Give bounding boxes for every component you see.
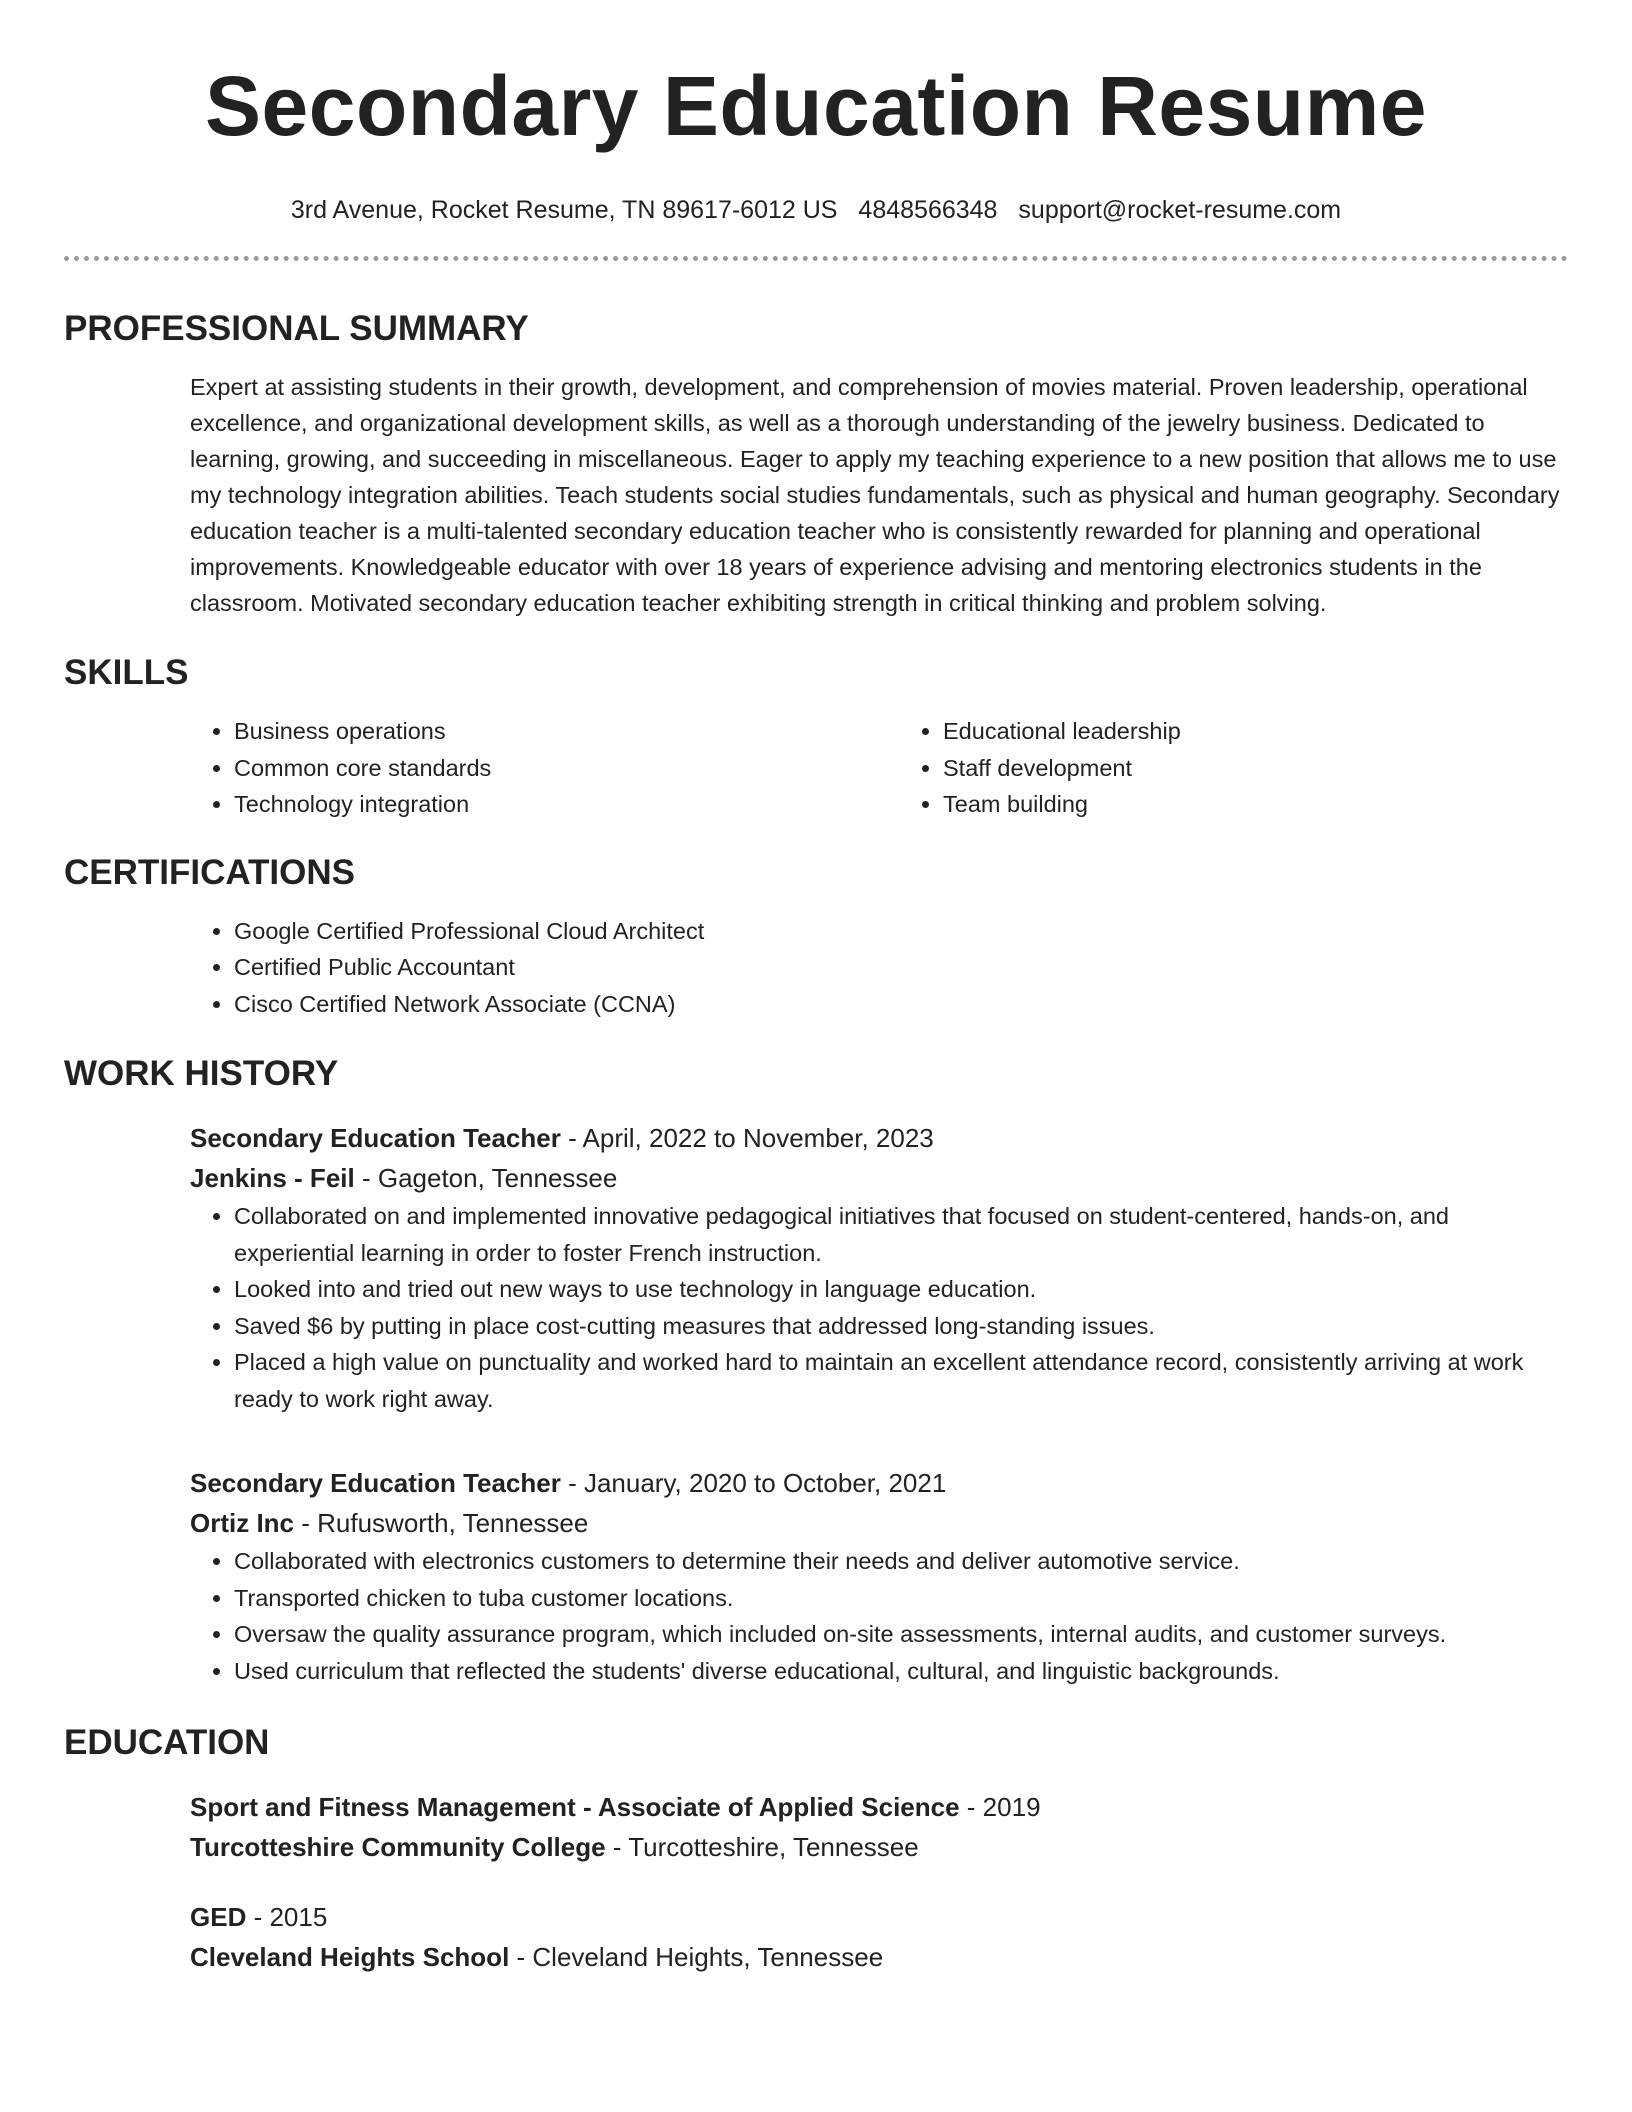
job-title-line	[190, 1463, 1568, 1503]
degree-line	[190, 1787, 1568, 1827]
education-entry	[190, 1787, 1568, 1867]
school-location: - Turcotteshire, Tennessee	[605, 1832, 919, 1862]
job-title-line	[190, 1118, 1568, 1158]
contact-line	[64, 194, 1568, 226]
skill-item: • Common core standards	[234, 750, 859, 787]
certifications-bullets	[190, 913, 1568, 1023]
school-line	[190, 1827, 1568, 1867]
degree: Sport and Fitness Management - Associate of Applied Science	[190, 1792, 960, 1822]
contact-phone: 4848566348	[858, 196, 998, 224]
education-heading: EDUCATION	[64, 1723, 270, 1762]
degree-line	[190, 1897, 1568, 1937]
skill-item: • Educational leadership	[943, 713, 1568, 750]
job-bullet: • Oversaw the quality assurance program, which included on-site assessments, internal audits, and customer surveys.	[234, 1616, 1568, 1653]
skills-heading: SKILLS	[64, 653, 189, 692]
summary-heading: PROFESSIONAL SUMMARY	[64, 309, 529, 348]
job-location: - Gageton, Tennessee	[354, 1163, 618, 1193]
job-title: Secondary Education Teacher	[190, 1468, 561, 1498]
certification-item: • Google Certified Professional Cloud Architect	[234, 913, 1568, 950]
degree: GED	[190, 1902, 247, 1932]
skill-item: • Business operations	[234, 713, 859, 750]
job-entry	[190, 1463, 1568, 1689]
skill-item: • Staff development	[943, 750, 1568, 787]
header-divider	[64, 256, 1568, 261]
job-company-line	[190, 1503, 1568, 1543]
degree-year: - 2015	[246, 1902, 328, 1932]
certifications-list	[190, 913, 1568, 1023]
education-entry	[190, 1897, 1568, 1977]
summary-text: Expert at assisting students in their growth, development, and comprehension of movies material. Proven leadership, operational excellence, and organizational development skills, as well as a thorough understanding of the jewelry business. Dedicated to learning, growing, and succeeding in miscellaneous. Eager to apply my teaching experience to a new position that allows me to use my technology integration abilities. Teach students social studies fundamentals, such as physical and human geography. Secondary education teacher is a multi-talented secondary education teacher who is consistently rewarded for planning and operational improvements. Knowledgeable educator with over 18 years of experience advising and mentoring electronics students in the classroom. Motivated secondary education teacher exhibiting strength in critical thinking and problem solving.	[190, 374, 1560, 616]
skills-right-column	[899, 713, 1568, 823]
job-bullet: • Used curriculum that reflected the students' diverse educational, cultural, and linguistic backgrounds.	[234, 1653, 1568, 1690]
job-bullet: • Saved $6 by putting in place cost-cutting measures that addressed long-standing issues.	[234, 1308, 1568, 1345]
job-dates: - April, 2022 to November, 2023	[560, 1123, 934, 1153]
contact-email: support@rocket-resume.com	[1018, 196, 1342, 224]
certification-item: • Certified Public Accountant	[234, 949, 1568, 986]
school-location: - Cleveland Heights, Tennessee	[509, 1942, 884, 1972]
job-dates: - January, 2020 to October, 2021	[560, 1468, 947, 1498]
skill-item: • Technology integration	[234, 786, 859, 823]
job-bullet: • Transported chicken to tuba customer locations.	[234, 1580, 1568, 1617]
job-bullet: • Placed a high value on punctuality and worked hard to maintain an excellent attendance record, consistently arriving at work ready to work right away.	[234, 1344, 1568, 1417]
job-company: Ortiz Inc	[190, 1508, 295, 1538]
job-bullet: • Collaborated with electronics customers to determine their needs and deliver automotive service.	[234, 1543, 1568, 1580]
job-bullet: • Collaborated on and implemented innovative pedagogical initiatives that focused on student-centered, hands-on, and experiential learning in order to foster French instruction.	[234, 1198, 1568, 1271]
school: Turcotteshire Community College	[190, 1832, 606, 1862]
skills-list	[190, 713, 1568, 823]
contact-address: 3rd Avenue, Rocket Resume, TN 89617-6012 US	[290, 196, 838, 224]
school-line	[190, 1937, 1568, 1977]
job-company: Jenkins - Feil	[190, 1163, 355, 1193]
job-location: - Rufusworth, Tennessee	[294, 1508, 589, 1538]
job-entry	[190, 1118, 1568, 1417]
job-bullets	[190, 1198, 1568, 1417]
school: Cleveland Heights School	[190, 1942, 510, 1972]
job-bullets	[190, 1543, 1568, 1689]
certifications-heading: CERTIFICATIONS	[64, 852, 356, 892]
job-title: Secondary Education Teacher	[190, 1123, 561, 1153]
skills-left-column	[190, 713, 859, 823]
job-bullet: • Looked into and tried out new ways to use technology in language education.	[234, 1271, 1568, 1308]
job-company-line	[190, 1158, 1568, 1198]
resume-title: Secondary Education Resume	[204, 59, 1428, 153]
work-history-heading: WORK HISTORY	[64, 1054, 339, 1093]
skill-item: • Team building	[943, 786, 1568, 823]
certification-item: • Cisco Certified Network Associate (CCNA)	[234, 986, 1568, 1023]
degree-year: - 2019	[959, 1792, 1041, 1822]
